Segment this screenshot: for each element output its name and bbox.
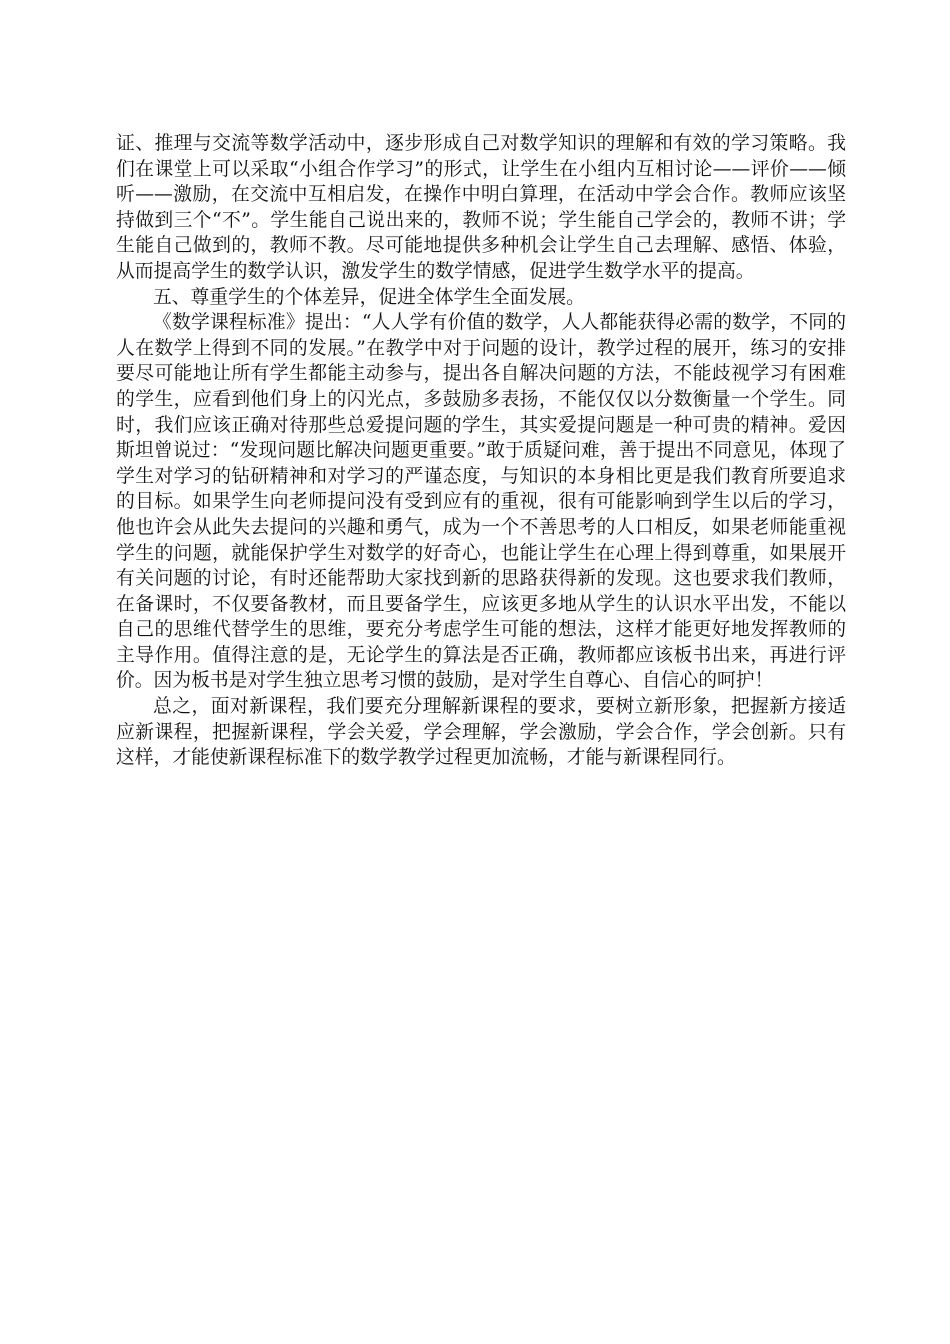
document-body	[116, 131, 846, 771]
section-heading-5: 五、尊重学生的个体差异，促进全体学生全面发展。	[153, 286, 585, 308]
paragraph-3: 总之，面对新课程，我们要充分理解新课程的要求，要树立新形象，把握新方接适应新课程，把握新课程，学会关爱，学会理解，学会激励，学会合作，学会创新。只有这样，才能使新课程标准下的数学教学过程更加流畅，才能与新课程同行。	[116, 696, 846, 769]
paragraph-1: 证、推理与交流等数学活动中，逐步形成自己对数学知识的理解和有效的学习策略。我们在课堂上可以采取“小组合作学习”的形式，让学生在小组内互相讨论——评价——倾听——激励，在交流中互相启发，在操作中明白算理，在活动中学会合作。教师应该坚持做到三个“不”。学生能自己说出来的，教师不说；学生能自己学会的，教师不讲；学生能自己做到的，教师不教。尽可能地提供多种机会让学生自己去理解、感悟、体验，从而提高学生的数学认识，激发学生的数学情感，促进学生数学水平的提高。	[116, 133, 846, 282]
paragraph-2: 《数学课程标准》提出：“人人学有价值的数学，人人都能获得必需的数学，不同的人在数学上得到不同的发展。”在教学中对于问题的设计，教学过程的展开，练习的安排要尽可能地让所有学生都能主动参与，提出各自解决问题的方法，不能歧视学习有困难的学生，应看到他们身上的闪光点，多鼓励多表扬，不能仅仅以分数衡量一个学生。同时，我们应该正确对待那些总爱提问题的学生，其实爱提问题是一种可贵的精神。爱因斯坦曾说过：“发现问题比解决问题更重要。”敢于质疑问难，善于提出不同意见，体现了学生对学习的钻研精神和对学习的严谨态度，与知识的本身相比更是我们教育所要追求的目标。如果学生向老师提问没有受到应有的重视，很有可能影响到学生以后的学习，他也许会从此失去提问的兴趣和勇气，成为一个不善思考的人口相反，如果老师能重视学生的问题，就能保护学生对数学的好奇心，也能让学生在心理上得到尊重，如果展开有关问题的讨论，有时还能帮助大家找到新的思路获得新的发现。这也要求我们教师，在备课时，不仅要备教材，而且要备学生，应该更多地从学生的认识水平出发，不能以自己的思维代替学生的思维，要充分考虑学生可能的想法，这样才能更好地发挥教师的主导作用。值得注意的是，无论学生的算法是否正确，教师都应该板书出来，再进行评价。因为板书是对学生独立思考习惯的鼓励，是对学生自尊心、自信心的呵护！	[116, 312, 846, 692]
